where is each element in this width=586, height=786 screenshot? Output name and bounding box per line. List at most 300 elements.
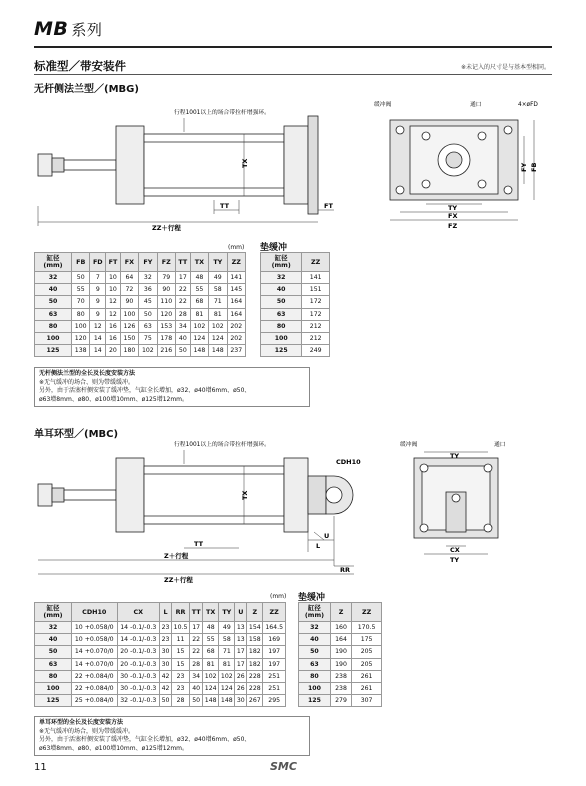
section-title: 标准型／带安装件 <box>34 59 126 73</box>
table-cell: 17 <box>235 646 247 658</box>
table-cell: 182 <box>247 646 263 658</box>
table-cell: 28 <box>175 308 190 320</box>
table-cell: 23 <box>171 682 189 694</box>
table-row <box>299 670 382 682</box>
col-header: FZ <box>157 253 175 272</box>
table-row <box>299 682 382 694</box>
mbg-label-ft: FT <box>324 202 333 210</box>
table-cell: 25 +0.084/0 <box>72 695 118 707</box>
col-header: 缸径 (mm) <box>299 603 331 622</box>
mbg-note-title: 无杆侧法兰型的全长及长度安装方法 <box>39 370 136 377</box>
table-cell: 164.5 <box>263 622 286 634</box>
table-cell: 12 <box>106 308 121 320</box>
table-cell: 9 <box>90 284 106 296</box>
table-cell: 228 <box>247 670 263 682</box>
col-header: 缸径 (mm) <box>261 253 302 272</box>
table-cell: 307 <box>352 695 382 707</box>
table-cell: 32 <box>299 622 331 634</box>
table-cell: 238 <box>330 670 351 682</box>
mbc-callout: 行程1001以上的场合带拉杆增强环。 <box>174 442 270 448</box>
table-cell: 124 <box>209 332 227 344</box>
table-header-row <box>261 253 330 272</box>
mbc-note-line: 另外，由于活塞杆侧安装了缓冲垫，气缸全长增加，ø32、ø40增6mm、ø50、 <box>39 736 251 744</box>
table-cell: 55 <box>190 284 208 296</box>
table-cell: 22 <box>175 296 190 308</box>
table-cell: 81 <box>219 658 235 670</box>
table-cell: 102 <box>219 670 235 682</box>
table-cell: 50 <box>190 695 203 707</box>
table-cell: 22 <box>190 634 203 646</box>
table-cell: 30 <box>235 695 247 707</box>
table-cell: 14 <box>90 345 106 357</box>
page-number: 11 <box>34 762 47 773</box>
mbg-label-tx: TX <box>241 158 249 168</box>
table-cell: 124 <box>190 332 208 344</box>
table-header-row <box>35 253 246 272</box>
mbg-label-fb: FB <box>530 162 538 172</box>
table-cell: 190 <box>330 646 351 658</box>
mbc-cushion-table <box>298 602 382 707</box>
table-row <box>35 634 286 646</box>
col-header: TT <box>190 603 203 622</box>
table-cell: 20 -0.1/-0.3 <box>117 646 160 658</box>
table-cell: 172 <box>302 296 330 308</box>
mbc-note-box <box>34 716 310 756</box>
table-cell: 110 <box>157 296 175 308</box>
table-cell: 48 <box>203 622 219 634</box>
mbg-cushion-table <box>260 252 330 357</box>
mbc-label-ty: TY <box>450 556 460 564</box>
table-cell: 102 <box>139 345 157 357</box>
mbc-label-zz: ZZ＋行程 <box>164 576 193 584</box>
table-cell: 32 -0.1/-0.3 <box>117 695 160 707</box>
table-cell: 125 <box>261 345 302 357</box>
table-row <box>261 332 330 344</box>
table-cell: 22 <box>190 646 203 658</box>
table-cell: 14 -0.1/-0.3 <box>117 622 160 634</box>
table-cell: 13 <box>235 622 247 634</box>
mbc-note-title: 单耳环型的全长及长度安装方法 <box>39 719 124 726</box>
table-cell: 102 <box>203 670 219 682</box>
table-cell: 100 <box>299 682 331 694</box>
table-cell: 90 <box>120 296 138 308</box>
table-row <box>261 320 330 332</box>
table-cell: 212 <box>302 320 330 332</box>
mbc-label-u: U <box>324 532 330 540</box>
table-cell: 14 +0.070/0 <box>72 646 118 658</box>
table-cell: 80 <box>261 320 302 332</box>
table-header-row <box>299 603 382 622</box>
table-cell: 238 <box>330 682 351 694</box>
table-cell: 205 <box>352 658 382 670</box>
table-cell: 42 <box>160 670 172 682</box>
mbc-note-line: ø63增8mm、ø80、ø100增10mm、ø125增12mm。 <box>39 744 189 752</box>
table-cell: 148 <box>219 695 235 707</box>
mbg-label-fx: FX <box>448 212 458 220</box>
table-cell: 40 <box>190 682 203 694</box>
col-header: TX <box>190 253 208 272</box>
table-cell: 100 <box>35 682 72 694</box>
table-cell: 14 -0.1/-0.3 <box>117 634 160 646</box>
table-cell: 150 <box>120 332 138 344</box>
table-row <box>261 296 330 308</box>
table-row <box>299 634 382 646</box>
table-cell: 32 <box>139 272 157 284</box>
col-header: FY <box>139 253 157 272</box>
table-cell: 180 <box>120 345 138 357</box>
table-cell: 63 <box>139 320 157 332</box>
table-cell: 153 <box>157 320 175 332</box>
table-row <box>35 646 286 658</box>
col-header: CX <box>117 603 160 622</box>
smc-logo: SMC <box>270 760 297 773</box>
table-cell: 63 <box>261 308 302 320</box>
table-cell: 30 <box>160 658 172 670</box>
table-cell: 55 <box>203 634 219 646</box>
table-cell: 50 <box>35 646 72 658</box>
table-row <box>299 658 382 670</box>
table-cell: 16 <box>106 320 121 332</box>
table-cell: 190 <box>330 658 351 670</box>
col-header: ZZ <box>263 603 286 622</box>
table-cell: 70 <box>72 296 90 308</box>
table-cell: 71 <box>219 646 235 658</box>
table-cell: 81 <box>209 308 227 320</box>
table-cell: 202 <box>227 332 245 344</box>
table-cell: 80 <box>35 320 72 332</box>
table-cell: 13 <box>235 634 247 646</box>
table-row <box>35 284 246 296</box>
table-cell: 40 <box>35 284 72 296</box>
mbc-label-tx: TX <box>241 490 249 500</box>
mbc-label-rr: RR <box>340 566 351 574</box>
table-cell: 148 <box>203 695 219 707</box>
table-cell: 72 <box>120 284 138 296</box>
table-cell: 49 <box>209 272 227 284</box>
mbc-label-port: 通口 <box>494 442 506 448</box>
table-cell: 30 -0.1/-0.3 <box>117 682 160 694</box>
col-header: RR <box>171 603 189 622</box>
table-cell: 197 <box>263 658 286 670</box>
mbc-note-line: ※无气缓冲的场合，则为带缓缓冲。 <box>39 727 135 735</box>
table-cell: 100 <box>35 332 72 344</box>
table-cell: 40 <box>299 634 331 646</box>
table-cell: 63 <box>299 658 331 670</box>
table-cell: 197 <box>263 646 286 658</box>
table-cell: 14 +0.070/0 <box>72 658 118 670</box>
table-cell: 160 <box>330 622 351 634</box>
table-cell: 172 <box>302 308 330 320</box>
table-cell: 228 <box>247 682 263 694</box>
mbg-note-line: ø63增8mm、ø80、ø100增10mm、ø125增12mm。 <box>39 395 189 403</box>
mbg-label-fy: FY <box>520 162 528 172</box>
table-cell: 100 <box>261 332 302 344</box>
table-cell: 80 <box>72 308 90 320</box>
table-cell: 23 <box>160 634 172 646</box>
table-cell: 63 <box>35 308 72 320</box>
table-cell: 237 <box>227 345 245 357</box>
table-cell: 20 -0.1/-0.3 <box>117 658 160 670</box>
mbg-label-fd: 4×øFD <box>518 102 538 108</box>
col-header: Z <box>247 603 263 622</box>
table-cell: 49 <box>219 622 235 634</box>
col-header: 缸径 (mm) <box>35 253 72 272</box>
col-header: CDH10 <box>72 603 118 622</box>
table-cell: 17 <box>190 622 203 634</box>
table-cell: 202 <box>227 320 245 332</box>
mbg-unit: (mm) <box>228 244 245 251</box>
mbc-label-z: Z＋行程 <box>164 552 189 560</box>
col-header: 缸径 (mm) <box>35 603 72 622</box>
table-cell: 141 <box>227 272 245 284</box>
table-cell: 182 <box>247 658 263 670</box>
table-row <box>35 622 286 634</box>
mbg-note-box <box>34 367 310 407</box>
col-header: FB <box>72 253 90 272</box>
table-cell: 23 <box>160 622 172 634</box>
table-cell: 28 <box>171 695 189 707</box>
mbc-label-cdh: CDH10 <box>336 458 361 466</box>
mbg-title: 无杆侧法兰型／(MBG) <box>34 84 139 95</box>
table-cell: 40 <box>261 284 302 296</box>
mbg-note-line: ※无气缓冲的场合、则为带缓缓冲。 <box>39 378 135 386</box>
table-cell: 148 <box>209 345 227 357</box>
table-row <box>299 695 382 707</box>
table-cell: 12 <box>90 320 106 332</box>
col-header: TT <box>175 253 190 272</box>
section-rule <box>34 74 552 75</box>
table-cell: 120 <box>157 308 175 320</box>
table-cell: 279 <box>330 695 351 707</box>
mbc-title: 单耳环型／(MBC) <box>34 429 119 440</box>
table-row <box>35 695 286 707</box>
table-header-row <box>35 603 286 622</box>
table-cell: 205 <box>352 646 382 658</box>
table-cell: 58 <box>209 284 227 296</box>
table-cell: 261 <box>352 670 382 682</box>
table-cell: 124 <box>203 682 219 694</box>
table-cell: 249 <box>302 345 330 357</box>
table-cell: 125 <box>35 695 72 707</box>
table-cell: 28 <box>190 658 203 670</box>
table-cell: 170.5 <box>352 622 382 634</box>
table-cell: 267 <box>247 695 263 707</box>
mbc-end-drawing <box>400 436 540 566</box>
table-cell: 10 <box>106 284 121 296</box>
table-row <box>35 658 286 670</box>
table-row <box>261 284 330 296</box>
table-cell: 40 <box>35 634 72 646</box>
mbc-label-cushion-valve: 缓冲阀 <box>400 442 418 448</box>
table-cell: 100 <box>120 308 138 320</box>
table-cell: 45 <box>139 296 157 308</box>
table-cell: 80 <box>35 670 72 682</box>
table-cell: 10 +0.058/0 <box>72 634 118 646</box>
table-cell: 295 <box>263 695 286 707</box>
col-header: Z <box>330 603 351 622</box>
table-cell: 68 <box>203 646 219 658</box>
table-cell: 26 <box>235 682 247 694</box>
mbc-dimension-table <box>34 602 286 707</box>
mbg-note-line: 另外，由于活塞杆侧安装了缓冲垫，气缸全长增加，ø32、ø40增6mm、ø50、 <box>39 387 251 395</box>
col-header: ZZ <box>352 603 382 622</box>
table-cell: 58 <box>219 634 235 646</box>
table-cell: 36 <box>139 284 157 296</box>
table-cell: 9 <box>90 308 106 320</box>
mbc-unit: (mm) <box>270 593 287 600</box>
table-cell: 48 <box>190 272 208 284</box>
table-cell: 50 <box>160 695 172 707</box>
table-cell: 68 <box>190 296 208 308</box>
mbg-label-port: 通口 <box>470 102 482 108</box>
mbg-dimension-table <box>34 252 246 357</box>
mbg-label-zz: ZZ＋行程 <box>152 224 181 232</box>
table-cell: 15 <box>171 646 189 658</box>
table-cell: 40 <box>175 332 190 344</box>
table-cell: 16 <box>106 332 121 344</box>
table-cell: 34 <box>190 670 203 682</box>
table-cell: 50 <box>175 345 190 357</box>
table-row <box>35 670 286 682</box>
table-row <box>35 320 246 332</box>
col-header: TX <box>203 603 219 622</box>
table-cell: 32 <box>35 272 72 284</box>
mbc-label-tt: TT <box>194 540 204 548</box>
mbc-label-l: L <box>316 542 321 550</box>
table-row <box>35 345 246 357</box>
table-cell: 10 <box>106 272 121 284</box>
table-cell: 20 <box>106 345 121 357</box>
table-cell: 9 <box>90 296 106 308</box>
table-cell: 178 <box>157 332 175 344</box>
table-cell: 251 <box>263 682 286 694</box>
col-header: TY <box>219 603 235 622</box>
col-header: TY <box>209 253 227 272</box>
table-row <box>261 272 330 284</box>
header-rule <box>34 46 552 48</box>
table-cell: 7 <box>90 272 106 284</box>
table-cell: 32 <box>35 622 72 634</box>
table-cell: 34 <box>175 320 190 332</box>
table-cell: 15 <box>171 658 189 670</box>
table-cell: 141 <box>302 272 330 284</box>
table-row <box>35 332 246 344</box>
table-cell: 10 +0.058/0 <box>72 622 118 634</box>
table-cell: 126 <box>120 320 138 332</box>
table-cell: 145 <box>227 284 245 296</box>
table-row <box>35 308 246 320</box>
table-cell: 169 <box>263 634 286 646</box>
table-cell: 80 <box>299 670 331 682</box>
table-cell: 251 <box>263 670 286 682</box>
table-cell: 30 -0.1/-0.3 <box>117 670 160 682</box>
table-cell: 120 <box>72 332 90 344</box>
col-header: FD <box>90 253 106 272</box>
table-cell: 79 <box>157 272 175 284</box>
col-header: ZZ <box>227 253 245 272</box>
table-cell: 81 <box>203 658 219 670</box>
table-cell: 148 <box>190 345 208 357</box>
table-cell: 50 <box>139 308 157 320</box>
table-cell: 26 <box>235 670 247 682</box>
mbc-cushion-title: 垫缓冲 <box>298 593 326 603</box>
table-cell: 10.5 <box>171 622 189 634</box>
table-cell: 22 +0.084/0 <box>72 670 118 682</box>
mbc-side-drawing <box>34 436 364 586</box>
table-cell: 164 <box>227 296 245 308</box>
table-cell: 17 <box>235 658 247 670</box>
table-cell: 164 <box>227 308 245 320</box>
mbg-label-tt: TT <box>220 202 230 210</box>
table-cell: 50 <box>35 296 72 308</box>
table-cell: 138 <box>72 345 90 357</box>
table-cell: 100 <box>72 320 90 332</box>
table-cell: 23 <box>171 670 189 682</box>
mbg-label-ty: TY <box>448 204 458 212</box>
table-cell: 12 <box>106 296 121 308</box>
table-cell: 216 <box>157 345 175 357</box>
mbc-label-ty-top: TY <box>450 452 460 460</box>
table-cell: 75 <box>139 332 157 344</box>
table-cell: 14 <box>90 332 106 344</box>
table-cell: 125 <box>299 695 331 707</box>
table-cell: 17 <box>175 272 190 284</box>
table-row <box>35 682 286 694</box>
section-note: ※未记入的尺寸是与基本型相同。 <box>460 64 550 71</box>
col-header: L <box>160 603 172 622</box>
table-cell: 50 <box>299 646 331 658</box>
table-cell: 64 <box>120 272 138 284</box>
table-cell: 158 <box>247 634 263 646</box>
table-cell: 11 <box>171 634 189 646</box>
table-cell: 102 <box>209 320 227 332</box>
mbc-label-cx: CX <box>450 546 460 554</box>
table-cell: 102 <box>190 320 208 332</box>
table-cell: 125 <box>35 345 72 357</box>
col-header: U <box>235 603 247 622</box>
table-cell: 50 <box>72 272 90 284</box>
table-cell: 50 <box>261 296 302 308</box>
table-cell: 63 <box>35 658 72 670</box>
mbg-label-fz: FZ <box>448 222 458 230</box>
col-header: FX <box>120 253 138 272</box>
table-cell: 81 <box>190 308 208 320</box>
table-cell: 55 <box>72 284 90 296</box>
table-cell: 175 <box>352 634 382 646</box>
table-row <box>299 622 382 634</box>
mbg-side-drawing <box>34 96 364 236</box>
table-row <box>299 646 382 658</box>
table-cell: 71 <box>209 296 227 308</box>
col-header: ZZ <box>302 253 330 272</box>
table-cell: 30 <box>160 646 172 658</box>
mbg-label-cushion-valve: 缓冲阀 <box>374 102 392 108</box>
table-row <box>261 345 330 357</box>
col-header: FT <box>106 253 121 272</box>
table-cell: 154 <box>247 622 263 634</box>
mbg-callout: 行程1001以上的场合带拉杆增强环。 <box>174 110 270 116</box>
table-cell: 212 <box>302 332 330 344</box>
table-cell: 90 <box>157 284 175 296</box>
table-cell: 22 +0.084/0 <box>72 682 118 694</box>
table-row <box>35 296 246 308</box>
table-cell: 42 <box>160 682 172 694</box>
table-cell: 164 <box>330 634 351 646</box>
table-cell: 261 <box>352 682 382 694</box>
table-row <box>35 272 246 284</box>
table-cell: 22 <box>175 284 190 296</box>
table-cell: 151 <box>302 284 330 296</box>
